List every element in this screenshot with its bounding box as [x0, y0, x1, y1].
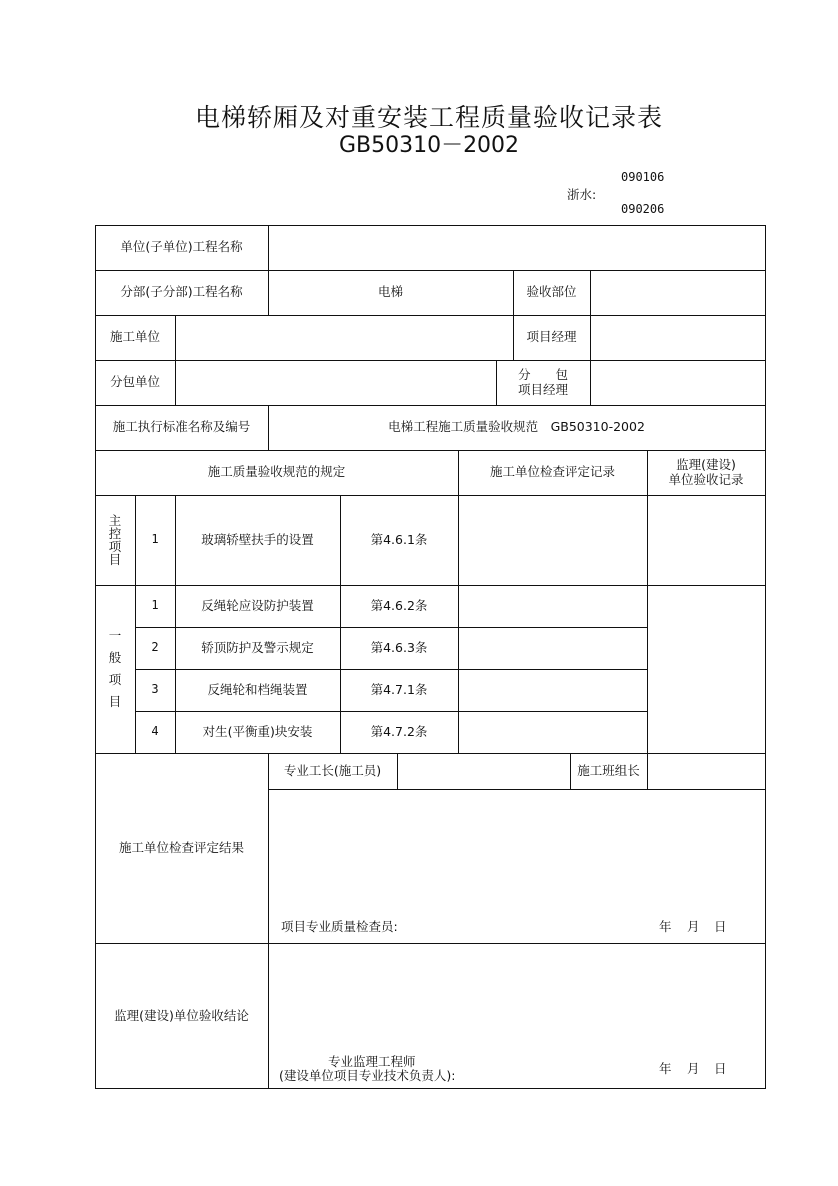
construction-unit-field[interactable] [175, 315, 513, 360]
item-number: 4 [151, 724, 159, 739]
item-name: 轿顶防护及警示规定 [201, 639, 314, 655]
general-supervision-record[interactable] [647, 585, 765, 753]
unit-project-field[interactable] [268, 225, 765, 270]
item-construction-record[interactable] [458, 627, 647, 669]
main-control-group-label: 主 控 项 目 [108, 512, 122, 568]
item-clause: 第4.6.1条 [370, 531, 428, 547]
construction-record-column-header: 施工单位检查评定记录 [489, 464, 615, 480]
acceptance-part-field[interactable] [590, 270, 765, 315]
owner-technical-lead-label: (建设单位项目专业技术负责人): [279, 1068, 456, 1083]
item-number: 2 [151, 640, 159, 655]
item-number: 1 [151, 532, 159, 547]
form-code-top: 090106 [621, 170, 665, 184]
subcontract-manager-field[interactable] [590, 360, 765, 405]
date-year: 年 [659, 919, 672, 934]
foreman-label: 专业工长(施工员) [283, 762, 382, 778]
item-construction-record[interactable] [458, 585, 647, 627]
subcontract-unit-field[interactable] [175, 360, 496, 405]
supervision-column-header-line2: 单位验收记录 [668, 471, 744, 487]
acceptance-part-label: 验收部位 [526, 284, 577, 300]
region-label: 浙水: [567, 187, 597, 202]
project-manager-field[interactable] [590, 315, 765, 360]
sub-project-label: 分部(子分部)工程名称 [120, 284, 243, 300]
item-number: 3 [151, 682, 159, 697]
item-construction-record[interactable] [458, 711, 647, 753]
standard-number: GB50310－2002 [338, 133, 520, 158]
supervision-conclusion-label: 监理(建设)单位验收结论 [114, 1007, 249, 1023]
form-title: 电梯轿厢及对重安装工程质量验收记录表 [194, 103, 663, 132]
item-construction-record[interactable] [458, 669, 647, 711]
item-name: 对生(平衡重)块安装 [202, 723, 313, 739]
date-day: 日 [714, 919, 727, 934]
team-leader-field[interactable] [647, 753, 765, 789]
project-manager-label: 项目经理 [526, 329, 577, 345]
team-leader-label: 施工班组长 [577, 762, 640, 778]
subcontract-unit-label: 分包单位 [109, 374, 160, 390]
supervision-column-header-line1: 监理(建设) [676, 457, 736, 473]
foreman-field[interactable] [397, 753, 570, 789]
construction-unit-label: 施工单位 [109, 329, 160, 345]
date-month: 月 [687, 1061, 700, 1076]
item-clause: 第4.7.1条 [370, 681, 428, 697]
item-name: 玻璃轿壁扶手的设置 [201, 531, 314, 547]
unit-project-label: 单位(子单位)工程名称 [120, 239, 243, 255]
standard-label: 施工执行标准名称及编号 [112, 419, 251, 435]
subcontract-manager-label-line1: 分 包 [517, 367, 568, 383]
item-name: 反绳轮和档绳装置 [207, 681, 308, 697]
supervision-column-header [647, 450, 765, 495]
subcontract-manager-label-line2: 项目经理 [517, 381, 568, 397]
sub-project-field[interactable]: 电梯 [377, 284, 403, 300]
item-clause: 第4.6.3条 [370, 639, 428, 655]
quality-inspector-label: 项目专业质量检查员: [281, 919, 398, 934]
date-year: 年 [659, 1061, 672, 1076]
date-month: 月 [687, 919, 700, 934]
subcontract-manager-label [496, 360, 590, 405]
item-clause: 第4.6.2条 [370, 597, 428, 613]
supervising-engineer-label: 专业监理工程师 [328, 1054, 416, 1069]
standard-value: 电梯工程施工质量验收规范 GB50310-2002 [388, 419, 645, 435]
item-clause: 第4.7.2条 [370, 723, 428, 739]
item-supervision-record[interactable] [647, 495, 765, 585]
date-day: 日 [714, 1061, 727, 1076]
spec-column-header: 施工质量验收规范的规定 [207, 464, 346, 480]
item-construction-record[interactable] [458, 495, 647, 585]
item-number: 1 [151, 598, 159, 613]
form-code-bottom: 090206 [621, 202, 665, 216]
item-name: 反绳轮应设防护装置 [201, 597, 314, 613]
construction-result-label: 施工单位检查评定结果 [118, 839, 244, 855]
general-group-label: 一 般 项 目 [108, 628, 122, 709]
